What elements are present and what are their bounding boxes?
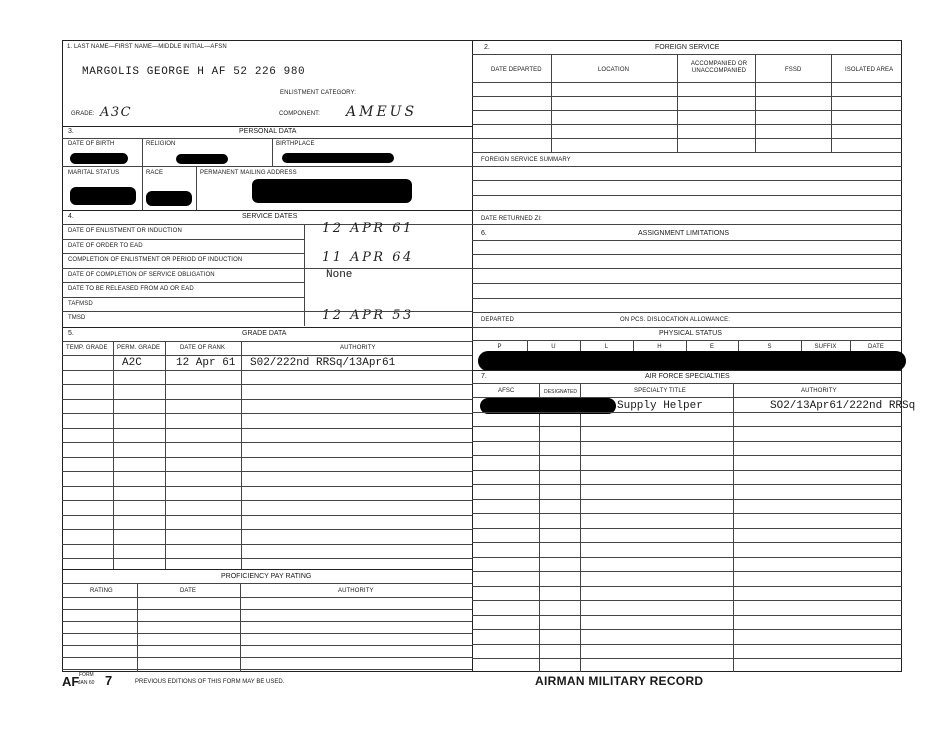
- rule: [472, 180, 902, 181]
- rule: [62, 210, 472, 211]
- section-1-label: 1. LAST NAME—FIRST NAME—MIDDLE INITIAL—AFSN: [67, 44, 227, 50]
- service-date-label: COMPLETION OF ENLISTMENT OR PERIOD OF INDUCTION: [68, 257, 243, 263]
- location-header: LOCATION: [598, 67, 630, 73]
- rule: [472, 152, 902, 153]
- physical-header: U: [551, 344, 556, 350]
- fs-summary-label: FOREIGN SERVICE SUMMARY: [481, 157, 571, 163]
- physical-status-title: PHYSICAL STATUS: [659, 330, 722, 337]
- section-6-number: 6.: [481, 230, 487, 237]
- redaction-race: [146, 191, 192, 206]
- component-label: COMPONENT:: [279, 111, 321, 117]
- date-departed-header: DATE DEPARTED: [491, 67, 542, 73]
- redaction-religion: [176, 154, 228, 164]
- previous-editions-note: PREVIOUS EDITIONS OF THIS FORM MAY BE USED.: [135, 679, 285, 685]
- section-7-title: AIR FORCE SPECIALTIES: [645, 373, 730, 380]
- rule: [62, 311, 304, 312]
- rule: [472, 254, 902, 255]
- specialty-title-header: SPECIALTY TITLE: [634, 388, 686, 394]
- form-word: FORM: [79, 672, 94, 678]
- address-label: PERMANENT MAILING ADDRESS: [200, 170, 297, 176]
- rule: [196, 166, 197, 210]
- rule: [472, 340, 902, 341]
- specialty-authority-header: AUTHORITY: [801, 388, 837, 394]
- rule: [472, 195, 902, 196]
- rule: [62, 621, 472, 622]
- physical-header: E: [709, 344, 715, 350]
- rule: [62, 370, 472, 371]
- rule: [472, 557, 902, 558]
- center-divider: [472, 40, 473, 672]
- redaction-marital: [70, 187, 136, 205]
- rule: [472, 240, 902, 241]
- grade-label: GRADE:: [71, 111, 95, 117]
- rule: [472, 426, 902, 427]
- designated-header: DESIGNATED: [544, 389, 578, 395]
- rule: [472, 110, 902, 111]
- departed-label: DEPARTED: [481, 317, 514, 323]
- airman-name-afsn: MARGOLIS GEORGE H AF 52 226 980: [82, 66, 306, 78]
- service-date-label: DATE OF ENLISTMENT OR INDUCTION: [68, 228, 182, 234]
- record-title: AIRMAN MILITARY RECORD: [535, 674, 704, 688]
- physical-header: S: [767, 344, 772, 350]
- rule: [472, 470, 902, 471]
- rule: [472, 658, 902, 659]
- rule: [472, 600, 902, 601]
- rule: [62, 457, 472, 458]
- section-4-number: 4.: [68, 213, 74, 220]
- birthplace-label: BIRTHPLACE: [276, 141, 315, 147]
- rule: [62, 399, 472, 400]
- section-3-number: 3.: [68, 128, 74, 135]
- rule: [472, 312, 902, 313]
- rule: [62, 428, 472, 429]
- rating-header: RATING: [90, 588, 113, 594]
- service-date-label: TMSD: [68, 315, 86, 321]
- rule: [62, 268, 304, 269]
- marital-label: MARITAL STATUS: [68, 170, 120, 176]
- date-of-rank-value: 12 Apr 61: [176, 357, 236, 369]
- rule: [142, 166, 143, 210]
- section-7-number: 7.: [481, 373, 487, 380]
- enlistment-category-label: ENLISTMENT CATEGORY:: [280, 90, 357, 96]
- rule: [113, 341, 114, 569]
- rule: [304, 311, 472, 312]
- rule: [472, 124, 902, 125]
- rule: [62, 500, 472, 501]
- rule: [62, 384, 472, 385]
- race-label: RACE: [146, 170, 164, 176]
- rule: [62, 657, 472, 658]
- rule: [472, 383, 902, 384]
- rule: [472, 571, 902, 572]
- redaction-address: [252, 179, 412, 203]
- rule: [62, 669, 472, 670]
- rule: [62, 355, 472, 356]
- rule: [62, 544, 472, 545]
- component-value: AMEUS: [346, 104, 418, 120]
- rule: [62, 529, 472, 530]
- date-returned-label: DATE RETURNED ZI:: [481, 216, 542, 222]
- perm-grade-value: A2C: [122, 357, 142, 369]
- grade-authority-value: S02/222nd RRSq/13Apr61: [250, 357, 396, 369]
- rule: [62, 609, 472, 610]
- form-code: AF: [62, 674, 80, 689]
- rule: [472, 586, 902, 587]
- section-6-title: ASSIGNMENT LIMITATIONS: [638, 230, 730, 237]
- rule: [62, 515, 472, 516]
- prof-authority-header: AUTHORITY: [338, 588, 374, 594]
- specialty-title-value: Supply Helper: [617, 400, 703, 412]
- rule: [472, 82, 902, 83]
- rule: [472, 484, 902, 485]
- service-date-value: None: [326, 268, 353, 281]
- religion-label: RELIGION: [146, 141, 176, 147]
- section-2-title: FOREIGN SERVICE: [655, 44, 720, 51]
- physical-header: P: [497, 344, 502, 350]
- rule: [472, 370, 902, 371]
- physical-header: DATE: [868, 344, 884, 350]
- rule: [472, 96, 902, 97]
- rule: [304, 268, 472, 269]
- section-2-number: 2.: [484, 44, 490, 51]
- afsc-header: AFSC: [498, 388, 515, 394]
- rule: [62, 126, 472, 127]
- physical-header: H: [657, 344, 662, 350]
- section-4-title: SERVICE DATES: [242, 213, 298, 220]
- rule: [472, 629, 902, 630]
- rule: [472, 412, 902, 413]
- rule: [472, 441, 902, 442]
- rule: [472, 615, 902, 616]
- rule: [472, 298, 902, 299]
- rule: [472, 513, 902, 514]
- rule: [62, 471, 472, 472]
- physical-header: L: [604, 344, 609, 350]
- service-date-label: DATE OF COMPLETION OF SERVICE OBLIGATION: [68, 271, 215, 278]
- grade-value: A3C: [100, 105, 133, 120]
- rule: [62, 597, 472, 598]
- service-date-label: DATE OF ORDER TO EAD: [68, 242, 143, 249]
- rule: [472, 166, 902, 167]
- rule: [241, 341, 242, 569]
- form-date: JAN 60: [78, 680, 95, 686]
- rule: [62, 166, 472, 167]
- dislocation-label: ON PCS. DISLOCATION ALLOWANCE:: [620, 317, 731, 323]
- rule: [142, 138, 143, 166]
- rule: [472, 499, 902, 500]
- rule: [472, 327, 902, 328]
- rule: [62, 327, 472, 328]
- rule: [472, 224, 902, 225]
- rule: [62, 569, 472, 570]
- rule: [62, 442, 472, 443]
- dob-label: DATE OF BIRTH: [68, 141, 115, 147]
- service-date-label: TAFMSD: [68, 300, 93, 307]
- rule: [272, 138, 273, 166]
- rule: [472, 268, 902, 269]
- rule: [472, 283, 902, 284]
- isolated-area-header: ISOLATED AREA: [845, 67, 894, 73]
- proficiency-title: PROFICIENCY PAY RATING: [221, 573, 312, 580]
- form-number: 7: [105, 673, 113, 688]
- perm-grade-header: PERM. GRADE: [117, 345, 161, 351]
- rule: [472, 138, 902, 139]
- redaction-birthplace: [282, 153, 394, 163]
- rule: [472, 528, 902, 529]
- rule: [472, 397, 902, 398]
- rule: [472, 210, 902, 211]
- rule: [472, 54, 902, 55]
- physical-header: SUFFIX: [814, 344, 837, 350]
- section-5-number: 5.: [68, 330, 74, 337]
- authority-header: AUTHORITY: [340, 345, 376, 351]
- service-date-value: 12 APR 53: [322, 308, 414, 323]
- service-date-value: 11 APR 64: [322, 250, 414, 265]
- service-date-label: DATE TO BE RELEASED FROM AD OR EAD: [68, 286, 194, 292]
- rule: [62, 583, 472, 584]
- rule: [472, 542, 902, 543]
- rule: [62, 558, 472, 559]
- date-of-rank-header: DATE OF RANK: [180, 345, 226, 351]
- rule: [62, 486, 472, 487]
- rule: [62, 633, 472, 634]
- prof-date-header: DATE: [180, 588, 196, 594]
- rule: [62, 341, 472, 342]
- rule: [165, 341, 166, 569]
- fssd-header: FSSD: [785, 67, 802, 73]
- section-5-title: GRADE DATA: [242, 330, 287, 337]
- rule: [472, 644, 902, 645]
- rule: [62, 138, 472, 139]
- rule: [62, 239, 304, 240]
- temp-grade-header: TEMP. GRADE: [66, 345, 108, 351]
- rule: [62, 413, 472, 414]
- rule: [62, 297, 304, 298]
- specialty-authority-value: SO2/13Apr61/222nd RRSq: [770, 400, 916, 412]
- rule: [62, 253, 304, 254]
- redaction-physical: [478, 351, 906, 371]
- service-date-value: 12 APR 61: [322, 221, 414, 236]
- rule: [472, 455, 902, 456]
- section-3-title: PERSONAL DATA: [239, 128, 297, 135]
- rule: [62, 282, 304, 283]
- redaction-dob: [70, 153, 128, 164]
- rule: [62, 645, 472, 646]
- accompanied-header: ACCOMPANIED OR UNACCOMPANIED: [690, 61, 748, 74]
